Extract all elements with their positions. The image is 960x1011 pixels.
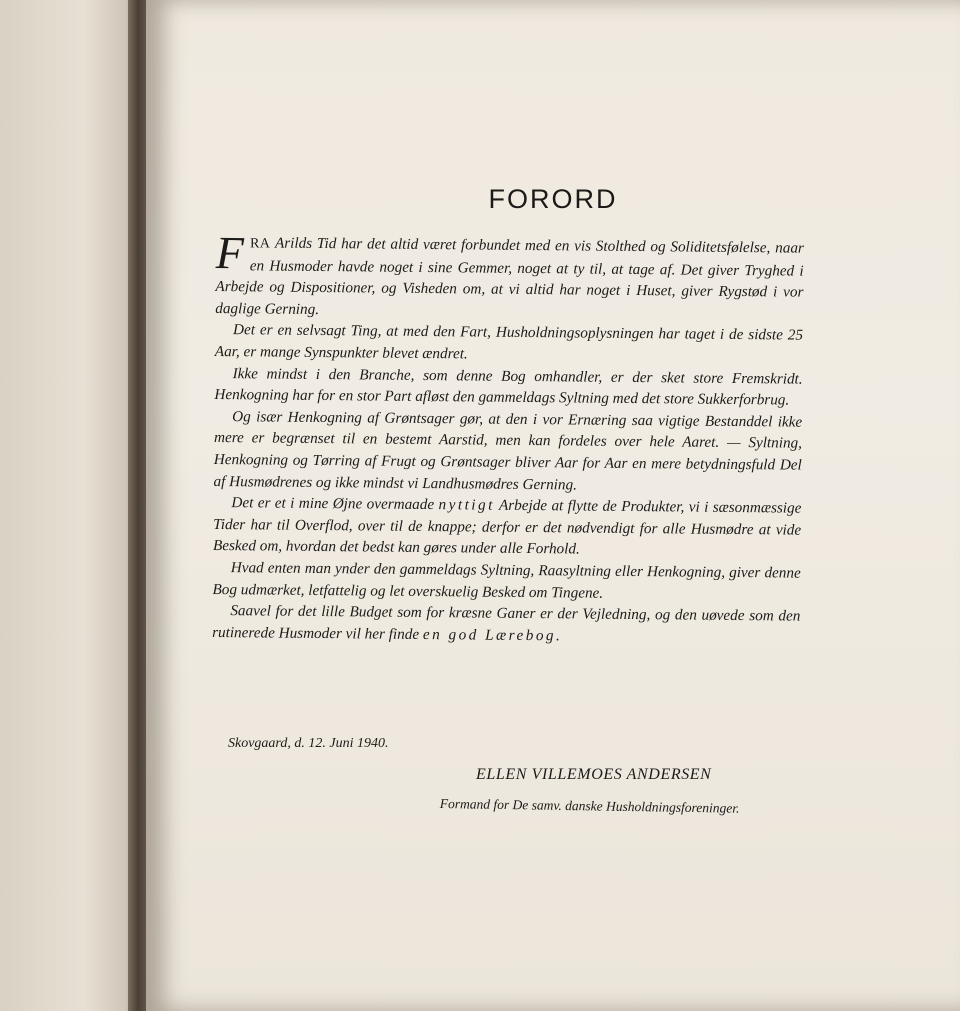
paragraph-6: Hvad enten man ynder den gammeldags Syltning, Raasyltning eller Henkogning, giver denne Bog udmærket, letfattelig og let overskuelig Besked om Tingene.	[212, 559, 801, 602]
drop-cap: F	[215, 227, 245, 279]
paragraph-3: Ikke mindst i den Branche, som denne Bog omhandler, er der sket store Fremskridt. Henkogning har for en stor Part afløst den gammeldags Syltning med det store Sukkerforbrug.	[214, 364, 803, 409]
small-caps-opening: RA	[249, 236, 271, 252]
spaced-emphasis-2: en god Lærebog.	[422, 625, 563, 645]
paragraph-1-text: Arilds Tid har det altid været forbundet med en vis Stolthed og Soliditetsfølelse, naar en Husmoder havde noget i sine Gemmer, noget at ty til, at tage af. Det giver Tryghed i Arbejde og Dispositioner, og Visheden om, at vi altid har noget i Huset, giver Rygstød i vor daglige Gerning.	[215, 234, 804, 318]
signature-role: Formand for De samv. danske Husholdningsforeninger.	[439, 796, 740, 816]
paragraph-5-text-a: Det er et i mine Øjne overmaade	[231, 494, 439, 514]
paragraph-5-text-b: Arbejde at flytte de Produkter, vi i sæsonmæssige Tider har til Overflod, over til de knappe; derfor er det nødvendigt for alle Husmødre at vide Besked om, hvordan det bedst kan gøres under alle Forhold.	[212, 496, 802, 558]
place-date: Skovgaard, d. 12. Juni 1940.	[228, 736, 389, 751]
paragraph-1	[215, 227, 804, 325]
paragraph-4: Og især Henkogning af Grøntsager gør, at den i vor Ernæring saa vigtige Bestanddel ikke mere er begrænset til en bestemt Aarstid, men kan fordeles over hele Aaret. — Syltning, Henkogning og Tørring af Frugt og Grøntsager bliver Aar for Aar en mere betydningsfuld Del af Husmødrenes og ikke mindst vi Landhusmødres Gerning.	[213, 407, 803, 494]
paragraph-7	[212, 600, 800, 649]
paragraph-7-text-a: Saavel for det lille Budget som for kræsne Ganer er der Vejledning, og den uøvede som den rutinerede Husmoder vil her finde	[212, 602, 801, 643]
paragraph-5	[213, 492, 802, 562]
paragraph-2: Det er en selvsagt Ting, at med den Fart, Husholdningsoplysningen har taget i de sidste 25 Aar, er mange Synspunkter blevet ændret.	[214, 321, 804, 363]
left-page	[0, 0, 140, 1011]
signature-name: ELLEN VILLEMOES ANDERSEN	[476, 766, 712, 783]
page-title: FORORD	[488, 184, 618, 214]
spaced-emphasis: nyttigt	[438, 496, 495, 514]
foreword-text	[212, 227, 804, 649]
